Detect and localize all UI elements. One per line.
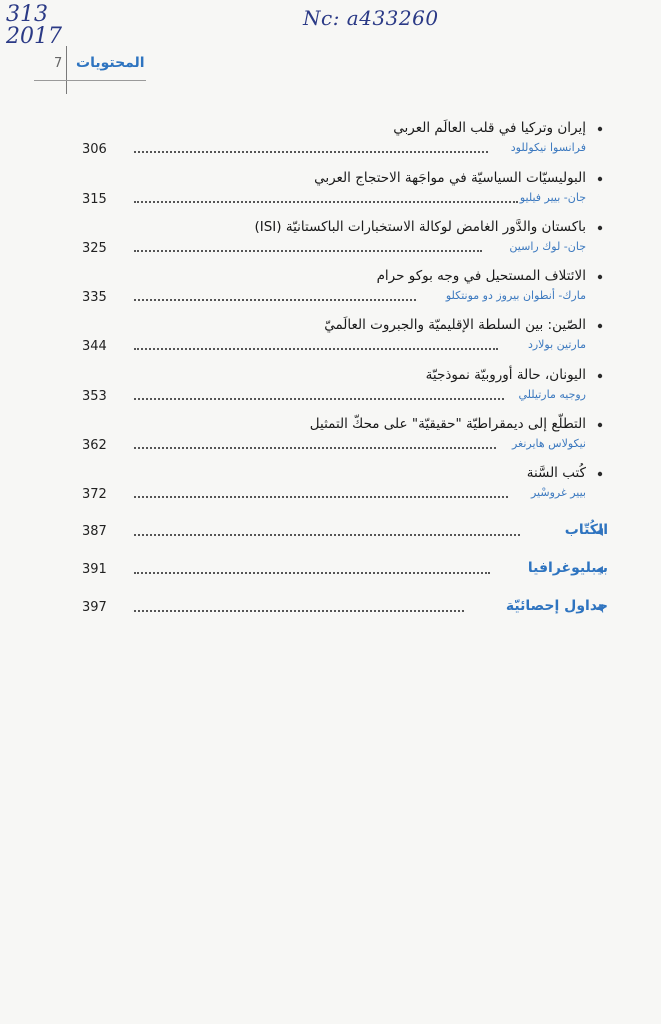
- section-page: 391: [82, 562, 107, 577]
- bullet-icon: [598, 177, 602, 181]
- dot-leader: [134, 298, 416, 301]
- dot-leader: [134, 397, 504, 400]
- dot-leader: [134, 533, 520, 536]
- section-page: 397: [82, 600, 107, 615]
- entry-title: الائتلاف المستحيل في وجه بوكو حرام: [376, 268, 586, 284]
- entry-page: 315: [82, 192, 107, 207]
- dot-leader: [134, 571, 490, 574]
- entry-author: بيير غروسْير: [530, 486, 586, 499]
- bullet-icon: [598, 472, 602, 476]
- entry-page: 362: [82, 438, 107, 453]
- bullet-icon: [598, 127, 602, 131]
- entry-title: اليونان، حالة أوروبيّة نموذجيّة: [425, 367, 586, 383]
- handwritten-note-topleft: [6, 4, 62, 48]
- entry-title: إيران وتركيا في قلب العالَم العربي: [393, 120, 586, 136]
- dot-leader: [134, 150, 488, 153]
- entry-title: باكستان والدَّور الغامض لوكالة الاستخبارات الباكستانيّة (ISI): [254, 219, 586, 235]
- section-title: بيبليوغرافيا: [527, 560, 608, 576]
- dot-leader: [134, 446, 496, 449]
- bullet-icon: [598, 324, 602, 328]
- bullet-icon: [598, 275, 602, 279]
- dot-leader: [134, 249, 482, 252]
- entry-author: نيكولاس هايرنغر: [511, 437, 586, 450]
- section-title: الكُتّاب: [564, 522, 608, 538]
- entry-page: 335: [82, 290, 107, 305]
- entry-author: مارتين بولارد: [527, 338, 586, 351]
- dot-leader: [134, 609, 464, 612]
- bullet-icon: [598, 374, 602, 378]
- entry-title: الصّين: بين السلطة الإقليميّة والجبروت العالَميّ: [324, 317, 586, 333]
- handwritten-catalog-number: Nc: a433260: [303, 6, 439, 30]
- entry-title: كُتب السَّنة: [526, 465, 586, 481]
- entry-page: 306: [82, 142, 107, 157]
- entry-page: 372: [82, 487, 107, 502]
- entry-author: روجيه مارتيللي: [518, 388, 586, 401]
- header-divider-horizontal: [34, 80, 146, 81]
- entry-author: جان- لوك راسين: [509, 240, 586, 253]
- handwritten-number: 313: [6, 2, 48, 27]
- bullet-icon: [598, 423, 602, 427]
- section-page: 387: [82, 524, 107, 539]
- entry-page: 353: [82, 389, 107, 404]
- page-number: 7: [54, 56, 63, 71]
- header-divider-vertical: [66, 46, 67, 94]
- entry-page: 325: [82, 241, 107, 256]
- entry-title: التطلّع إلى ديمقراطيّة "حقيقيّة" على محكّ التمثيل: [309, 416, 586, 432]
- entry-author: جان- بيير فيليو: [519, 191, 586, 204]
- entry-title: البوليسيّات السياسيّة في مواجَهة الاحتجاج العربي: [314, 170, 586, 186]
- entry-author: فرانسوا نيكوللود: [510, 141, 586, 154]
- bullet-icon: [598, 226, 602, 230]
- dot-leader: [134, 495, 508, 498]
- entry-page: 344: [82, 339, 107, 354]
- section-title: جداول إحصائيّة: [505, 598, 608, 614]
- entry-author: مارك- أنطوان بيروز دو مونتكلو: [445, 289, 586, 302]
- handwritten-year: 2017: [6, 24, 62, 49]
- dot-leader: [134, 347, 498, 350]
- page-title: المحتويات: [76, 55, 145, 71]
- dot-leader: [134, 200, 518, 203]
